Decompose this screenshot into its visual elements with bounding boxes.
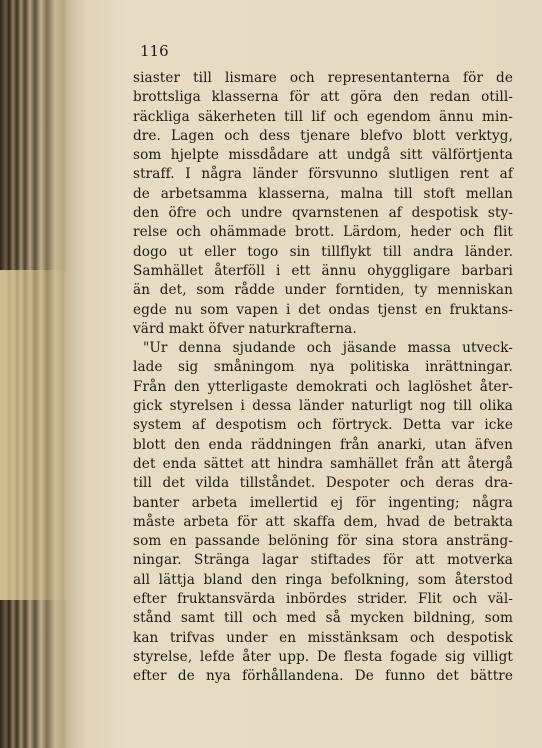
page-text: [133, 69, 513, 687]
text-line: egde nu som vapen i det ondas tjenst en fruktans-: [133, 301, 513, 318]
text-line: till det vilda tillståndet. Despoter och deras dra-: [133, 475, 513, 492]
gutter-highlight: [0, 270, 70, 600]
text-line: måste arbeta för att skaffa dem, hvad de betrakta: [133, 513, 513, 530]
page-number: 116: [140, 42, 169, 60]
text-line: som hjelpte missdådare att undgå sitt välförtjenta: [133, 147, 513, 164]
text-line: all lättja bland den ringa befolkning, som återstod: [133, 571, 513, 588]
book-gutter: [0, 0, 72, 748]
text-line: banter arbeta imellertid ej för ingenting; några: [133, 494, 513, 511]
text-line: den öfre och undre qvarnstenen af despotisk sty-: [133, 205, 513, 222]
text-line: stånd samt till och med så mycken bildning, som: [133, 610, 513, 627]
text-line: relse och ohämmade brott. Lärdom, heder och flit: [133, 224, 513, 241]
text-line: räckliga säkerheten till lif och egendom ännu min-: [133, 108, 513, 125]
text-line: som en passande belöning för sina stora ansträng-: [133, 533, 513, 550]
text-line: blott den enda räddningen från anarki, utan äfven: [133, 436, 513, 453]
text-line: dogo ut eller togo sin tillflykt till andra länder.: [133, 243, 513, 260]
text-line: efter de nya förhållandena. De funno det bättre: [133, 668, 513, 685]
text-line: de arbetsamma klasserna, malna till stoft mellan: [133, 185, 513, 202]
text-line: dre. Lagen och dess tjenare blefvo blott verktyg,: [133, 127, 513, 144]
text-line: gick styrelsen i dessa länder naturligt nog till olika: [133, 398, 513, 415]
text-line: siaster till lismare och representanterna för de: [133, 70, 513, 86]
text-line: det enda sättet att hindra samhället från att återgå: [133, 455, 513, 472]
text-line: värd makt öfver naturkrafterna.: [133, 320, 357, 337]
text-line: lade sig småningom nya politiska inrättningar.: [133, 359, 513, 376]
text-line: system af despotism och förtryck. Detta var icke: [133, 417, 513, 434]
text-line: Från den ytterligaste demokrati och laglöshet åter-: [133, 378, 513, 395]
text-line: styrelse, lefde åter upp. De flesta fogade sig villigt: [133, 648, 513, 665]
text-line: ningar. Stränga lagar stiftades för att motverka: [133, 552, 513, 569]
text-line: brottsliga klasserna för att göra den redan otill-: [133, 89, 513, 106]
text-line: efter fruktansvärda inbördes strider. Flit och väl-: [133, 591, 513, 608]
text-line: straff. I några länder försvunno slutligen rent af: [133, 166, 513, 183]
text-line: kan trifvas under en misstänksam och despotisk: [133, 629, 513, 646]
text-line: "Ur denna sjudande och jäsande massa utveck-: [143, 340, 513, 357]
text-line: än det, som rådde under forntiden, ty menniskan: [133, 282, 513, 299]
text-line: Samhället återföll i ett ännu ohyggligare barbari: [133, 262, 513, 279]
